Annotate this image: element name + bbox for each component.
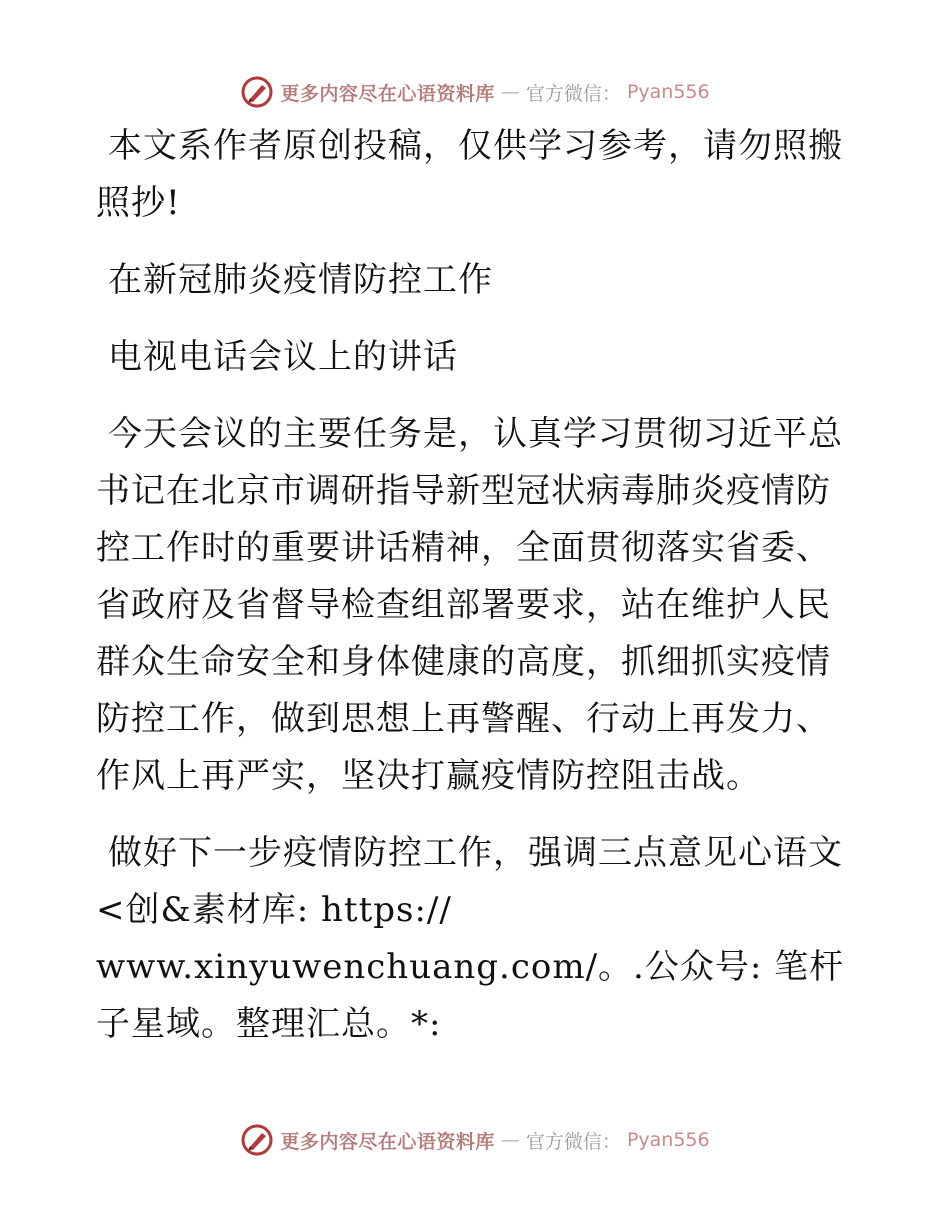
- watermark-separator: —: [500, 1129, 520, 1151]
- document-body: [96, 118, 856, 1073]
- watermark-wechat-account: Pyan556: [626, 81, 710, 103]
- paragraph-intro: 今天会议的主要任务是，认真学习贯彻习近平总书记在北京市调研指导新型冠状病毒肺炎疫情防控工作时的重要讲话精神，全面贯彻落实省委、省政府及省督导检查组部署要求，站在维护人民群众生命安全和身体健康的高度，抓细抓实疫情防控工作，做到思想上再警醒、行动上再发力、作风上再严实，坚决打赢疫情防控阻击战。: [96, 414, 843, 796]
- watermark-site-text: 更多内容尽在心语资料库: [280, 1130, 495, 1153]
- pen-logo-icon: [240, 75, 274, 109]
- watermark-separator: —: [500, 81, 520, 103]
- watermark-wechat-label: 官方微信：: [525, 82, 621, 105]
- footer-watermark: [0, 1120, 950, 1160]
- copyright-notice: 本文系作者原创投稿，仅供学习参考，请勿照搬照抄!: [96, 126, 843, 223]
- watermark-site-text: 更多内容尽在心语资料库: [280, 82, 495, 105]
- watermark-wechat-label: 官方微信：: [525, 1130, 621, 1153]
- watermark-wechat-account: Pyan556: [626, 1129, 710, 1151]
- paragraph-opinions-part-2: www.xinyuwenchuang.com/。.公众号: 笔杆子星域。整理汇总。*:: [96, 947, 845, 1044]
- document-title-line-1: 在新冠肺炎疫情防控工作: [108, 260, 493, 300]
- paragraph-opinions-part-1: 做好下一步疫情防控工作，强调三点意见心语文<创&素材库: https://: [96, 833, 843, 930]
- header-watermark: [0, 72, 950, 112]
- document-title-line-2: 电视电话会议上的讲话: [108, 337, 458, 377]
- pen-logo-icon: [240, 1123, 274, 1157]
